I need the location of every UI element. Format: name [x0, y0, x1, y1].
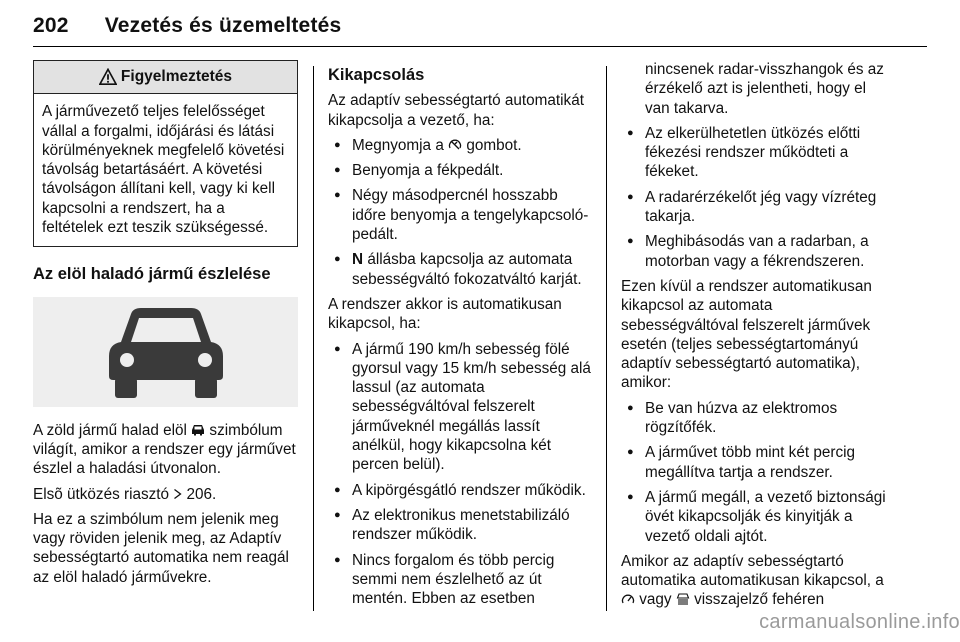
more-off-list: [621, 399, 889, 546]
list-item: ● A radarérzékelőt jég vagy vízréteg takarja.: [621, 188, 889, 227]
driver-off-list: [328, 136, 596, 289]
list-item: ● Négy másodpercnél hosszabb időre benyomja a tengelykapcsoló-pedált.: [328, 186, 596, 244]
cruise-control-icon: [621, 593, 635, 605]
list-item: ● A jármű megáll, a vezető biztonsági övét kikapcsolják és kinyitják a vezető oldali ajtót.: [621, 488, 889, 546]
list-item: [328, 136, 596, 155]
auto-off-list-continued: [621, 60, 889, 271]
column-3: [621, 60, 889, 616]
detect-paragraph-1: [33, 421, 298, 479]
detect-text-2a: Elsõ ütközés riasztó: [33, 485, 170, 503]
list-item: ● Meghibásodás van a radarban, a motorban vagy a fékrendszeren.: [621, 232, 889, 271]
warning-title: Figyelmeztetés: [120, 68, 233, 85]
list-item: ● A járművet több mint két percig megállítva tartja a rendszer.: [621, 443, 889, 482]
list-item: ● Be van húzva az elektromos rögzítőfék.: [621, 399, 889, 438]
page-header: [33, 14, 341, 38]
cruise-cancel-icon: [448, 139, 462, 151]
detect-paragraph-2: [33, 485, 298, 504]
detect-text-2b: 206.: [186, 485, 217, 503]
off-heading: Kikapcsolás: [328, 66, 425, 84]
car-front-icon: [101, 304, 231, 400]
page-reference-icon: [173, 488, 182, 500]
detect-text-1b: szimbólum világít, amikor a rendszer egy járművet észlel a haladási útvonalon.: [33, 421, 296, 478]
car-front-icon: [191, 424, 205, 436]
warning-triangle-icon: [99, 68, 117, 86]
detect-text-1a: A zöld jármű halad elöl: [33, 421, 187, 439]
last-text-a: Amikor az adaptív sebességtartó automatika automatikusan kikapcsol, a: [621, 552, 884, 590]
item-text: gombot.: [466, 136, 522, 154]
list-item: [328, 250, 596, 289]
last-paragraph: [621, 552, 889, 610]
list-item-continued: nincsenek radar-visszhangok és az érzékelő azt is jelentheti, hogy el van takarva.: [645, 61, 884, 117]
last-text-c: visszajelző fehéren: [694, 591, 825, 609]
item-text: állásba kapcsolja az automata sebességváltó fokozatváltó karját.: [352, 251, 582, 288]
detect-paragraph-3: Ha ez a szimbólum nem jelenik meg vagy röviden jelenik meg, az Adaptív sebességtartó automatika nem reagál az elöl haladó járművekre.: [33, 510, 289, 586]
item-text: Megnyomja a: [352, 136, 444, 154]
gear-position-n: N: [352, 251, 364, 269]
detect-heading: Az elöl haladó jármű észlelése: [33, 265, 271, 284]
column-2: [328, 60, 596, 614]
page-number: 202: [33, 14, 69, 37]
list-item: ● Benyomja a fékpedált.: [328, 161, 596, 180]
more-intro: Ezen kívül a rendszer automatikusan kikapcsol az automata sebességváltóval felszerelt járművek esetén (teljes sebességtartományú adaptív sebességtartó automatika), amikor:: [621, 277, 872, 392]
warning-text: A járművezető teljes felelősséget vállal a forgalmi, időjárási és látási körülményeknek megfelelő követési távolság betartásáért. A követési távolságon állítani kell, vagy ki kell kapcsolni a rendszert, ha a feltételek ezt teszik szükségessé.: [42, 103, 285, 237]
car-symbol-illustration: [33, 297, 298, 407]
off-intro: Az adaptív sebességtartó automatikát kikapcsolja a vezető, ha:: [328, 92, 584, 129]
warning-box: [33, 60, 298, 247]
column-1: [33, 60, 298, 593]
warning-header: [34, 61, 297, 94]
page-title: Vezetés és üzemeltetés: [104, 14, 342, 37]
list-item: ● Nincs forgalom és több percig semmi nem észlelhető az út mentén. Ebben az esetben: [328, 551, 596, 609]
list-item: ● A kipörgésgátló rendszer működik.: [328, 481, 596, 500]
column-divider-1: [313, 66, 314, 611]
column-divider-2: [606, 66, 607, 611]
adaptive-cruise-icon: [676, 593, 690, 605]
watermark: carmanualsonline.info: [759, 611, 960, 633]
auto-off-intro: A rendszer akkor is automatikusan kikapcsol, ha:: [328, 295, 562, 333]
auto-off-list: [328, 340, 596, 609]
list-item: ● A jármű 190 km/h sebesség fölé gyorsul vagy 15 km/h sebesség alá lassul (az automata sebességváltóval felszerelt járműveknél megállás lassít anélkül, hogy kikapcsolna két percen belül).: [328, 340, 596, 475]
last-text-b: vagy: [639, 591, 672, 609]
list-item: ● Az elektronikus menetstabilizáló rendszer működik.: [328, 506, 596, 545]
header-rule: [33, 46, 927, 47]
list-item: ● Az elkerülhetetlen ütközés előtti fékezési rendszer működteti a fékeket.: [621, 124, 889, 182]
